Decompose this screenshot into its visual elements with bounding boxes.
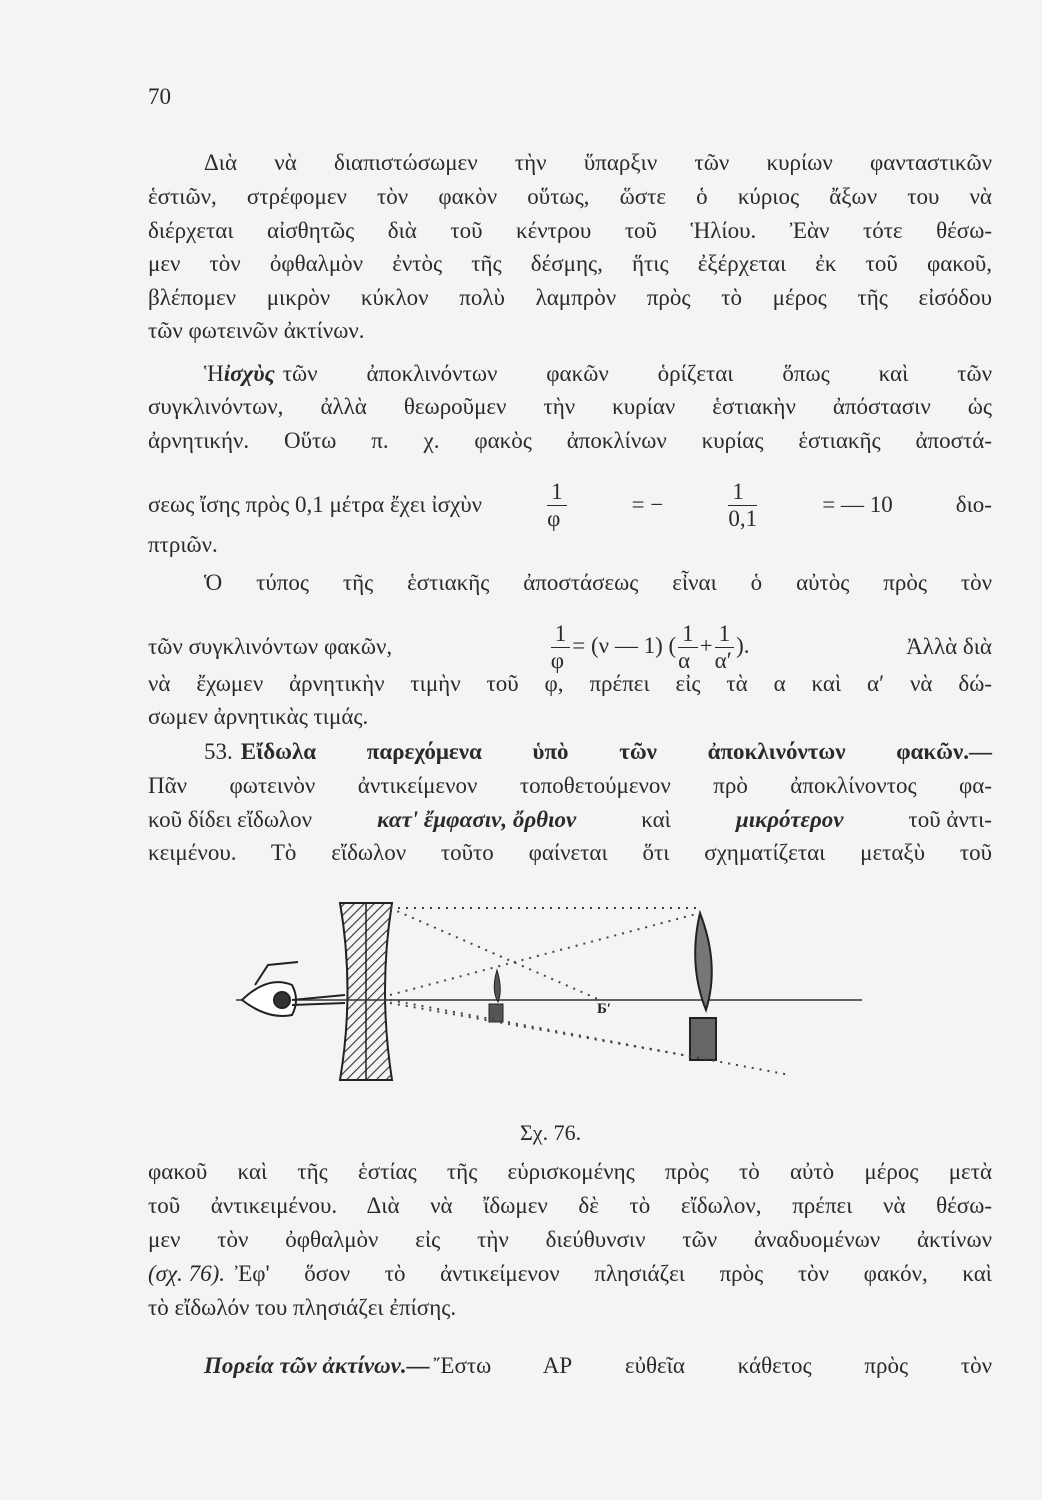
lens bbox=[340, 903, 392, 1080]
text-line: σωμεν ἀρνητικὰς τιμάς. bbox=[148, 704, 369, 729]
operator: = − bbox=[631, 492, 664, 517]
section-title: Εἴδωλα παρεχόμενα ὑπὸ τῶν ἀποκλινόντων φακῶν.— bbox=[240, 739, 992, 764]
page-number: 70 bbox=[148, 84, 171, 109]
text-line: διέρχεται αἰσθητῶς διὰ τοῦ κέντρου τοῦ Ἡλίου. Ἐὰν τότε θέσω- bbox=[148, 218, 992, 243]
numerator: 1 bbox=[728, 479, 757, 506]
text: Ἔστω ΑΡ εὐθεῖα κάθετος πρὸς τὸν bbox=[433, 1353, 992, 1378]
text-line: νὰ ἔχωμεν ἀρνητικὴν τιμὴν τοῦ φ, πρέπει εἰς τὰ α καὶ α′ νὰ δώ- bbox=[148, 671, 992, 696]
text: διο- bbox=[955, 492, 992, 517]
subheading-line bbox=[148, 1351, 992, 1381]
numerator: 1 bbox=[715, 621, 735, 648]
denominator: α′ bbox=[714, 647, 732, 673]
text: τοῦ ἀντι- bbox=[908, 807, 992, 832]
text-line: τὸ εἴδωλόν του πλησιάζει ἐπίσης. bbox=[148, 1295, 457, 1320]
text: Ἀλλὰ διὰ bbox=[906, 634, 992, 659]
text: κοῦ δίδει εἴδωλον bbox=[148, 807, 313, 832]
operator: = (ν — 1) ( bbox=[572, 632, 677, 658]
denominator: α bbox=[678, 647, 691, 673]
text-line: τῶν φωτεινῶν ἀκτίνων. bbox=[148, 318, 365, 343]
ray-lines bbox=[390, 908, 790, 1075]
text-line: κειμένου. Τὸ εἴδωλον τοῦτο φαίνεται ὅτι σχηματίζεται μεταξὺ τοῦ bbox=[148, 840, 992, 865]
text-line: συγκλινόντων, ἀλλὰ θεωροῦμεν τὴν κυρίαν ἑστιακὴν ἀπόστασιν ὡς bbox=[148, 394, 992, 419]
text-line: μεν τὸν ὀφθαλμὸν ἐντὸς τῆς δέσμης, ἥτις ἐξέρχεται ἐκ τοῦ φακοῦ, bbox=[148, 251, 992, 276]
subheading: Πορεία τῶν ἀκτίνων.— bbox=[204, 1353, 430, 1378]
section-number: 53. bbox=[204, 739, 233, 764]
image-label: Б′ bbox=[597, 1001, 612, 1017]
denominator: φ bbox=[550, 647, 565, 673]
denominator: 0,1 bbox=[728, 505, 758, 531]
text: Ἐφ' ὅσον τὸ ἀντικείμενον πλησιάζει πρὸς τὸν φακόν, καὶ bbox=[235, 1261, 992, 1286]
figure-caption: Σχ. 76. bbox=[520, 1120, 582, 1145]
text: Ἡ bbox=[204, 361, 224, 386]
text-line: Ὁ τύπος τῆς ἑστιακῆς ἀποστάσεως εἶναι ὁ αὐτὸς πρὸς τὸν bbox=[204, 570, 992, 595]
operator: ). bbox=[736, 632, 750, 658]
bold-term: ἰσχὺς bbox=[223, 361, 275, 386]
bold-term: κατ' ἔμφασιν, ὄρθιον bbox=[377, 807, 577, 832]
text-line: βλέπομεν μικρὸν κύκλον πολὺ λαμπρὸν πρὸς τὸ μέρος τῆς εἰσόδου bbox=[148, 285, 992, 310]
text: καὶ bbox=[641, 807, 671, 832]
text-line: ἑστιῶν, στρέφομεν τὸν φακὸν οὕτως, ὥστε ὁ κύριος ἄξων του νὰ bbox=[148, 184, 992, 209]
text-line: φακοῦ καὶ τῆς ἑστίας τῆς εὑρισκομένης πρὸς τὸ αὐτὸ μέρος μετὰ bbox=[148, 1159, 992, 1184]
large-candle-object bbox=[690, 913, 716, 1060]
text-line: μεν τὸν ὀφθαλμὸν εἰς τὴν διεύθυνσιν τῶν ἀναδυομένων ἀκτίνων bbox=[148, 1227, 992, 1252]
text-line bbox=[148, 1259, 992, 1289]
text: τῶν συγκλινόντων φακῶν, bbox=[148, 634, 393, 659]
text-line: Πᾶν φωτεινὸν ἀντικείμενον τοποθετούμενον πρὸ ἀποκλίνοντος φα- bbox=[148, 773, 992, 798]
text-line: ἀρνητικήν. Οὕτω π. χ. φακὸς ἀποκλίνων κυρίας ἑστιακῆς ἀποστά- bbox=[148, 428, 992, 453]
text: σεως ἴσης πρὸς 0,1 μέτρα ἔχει ἰσχὺν bbox=[148, 492, 483, 517]
text-line: τοῦ ἀντικειμένου. Διὰ νὰ ἴδωμεν δὲ τὸ εἴδωλον, πρέπει νὰ θέσω- bbox=[148, 1193, 992, 1218]
numerator: 1 bbox=[678, 621, 698, 648]
numerator: 1 bbox=[551, 621, 571, 648]
figure-reference: (σχ. 76). bbox=[148, 1261, 226, 1286]
text-line: πτριῶν. bbox=[148, 532, 218, 557]
operator: = — 10 bbox=[822, 492, 893, 517]
small-candle-image bbox=[489, 970, 503, 1022]
numerator: 1 bbox=[547, 479, 567, 506]
text: τῶν ἀποκλινόντων φακῶν ὁρίζεται ὅπως καὶ τῶν bbox=[282, 361, 992, 386]
denominator: φ bbox=[547, 505, 561, 531]
text-line: Διὰ νὰ διαπιστώσωμεν τὴν ὕπαρξιν τῶν κυρίων φανταστικῶν bbox=[204, 150, 992, 175]
eye-icon bbox=[242, 962, 345, 1016]
bold-term: μικρότερον bbox=[735, 807, 844, 832]
operator: + bbox=[699, 632, 713, 658]
